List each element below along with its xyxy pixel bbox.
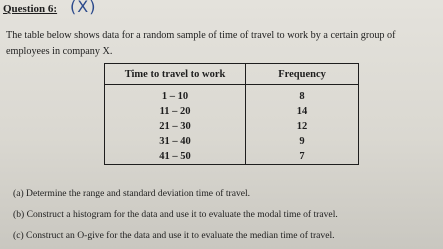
frequency-cell: 12 bbox=[246, 119, 359, 134]
time-cell: 41 – 50 bbox=[105, 149, 246, 165]
table-row bbox=[105, 119, 359, 134]
intro-paragraph bbox=[6, 28, 442, 60]
sub-question-c: (c) Construct an O-give for the data and use it to evaluate the median time of travel. bbox=[13, 230, 335, 241]
sub-question-a: (a) Determine the range and standard deviation time of travel. bbox=[13, 188, 251, 199]
intro-line-1: The table below shows data for a random sample of time of travel to work by a certain group of bbox=[6, 30, 396, 41]
column-header-frequency: Frequency bbox=[246, 64, 359, 85]
column-header-time: Time to travel to work bbox=[105, 64, 246, 85]
time-cell: 1 – 10 bbox=[105, 85, 246, 105]
travel-time-table bbox=[104, 63, 359, 165]
frequency-cell: 7 bbox=[246, 149, 359, 165]
time-cell: 31 – 40 bbox=[105, 134, 246, 149]
frequency-cell: 9 bbox=[246, 134, 359, 149]
table-header-row bbox=[105, 64, 359, 85]
frequency-cell: 14 bbox=[246, 104, 359, 119]
sub-question-b: (b) Construct a histogram for the data and use it to evaluate the modal time of travel. bbox=[13, 209, 338, 220]
table-row bbox=[105, 149, 359, 165]
time-cell: 21 – 30 bbox=[105, 119, 246, 134]
sub-question-list bbox=[13, 183, 338, 246]
question-heading: Question 6: bbox=[3, 3, 58, 15]
table-row bbox=[105, 104, 359, 119]
frequency-cell: 8 bbox=[246, 85, 359, 105]
time-cell: 11 – 20 bbox=[105, 104, 246, 119]
table-row bbox=[105, 134, 359, 149]
table-row bbox=[105, 85, 359, 105]
handwritten-mark: (X) bbox=[70, 0, 97, 16]
intro-line-2: employees in company X. bbox=[6, 46, 113, 57]
